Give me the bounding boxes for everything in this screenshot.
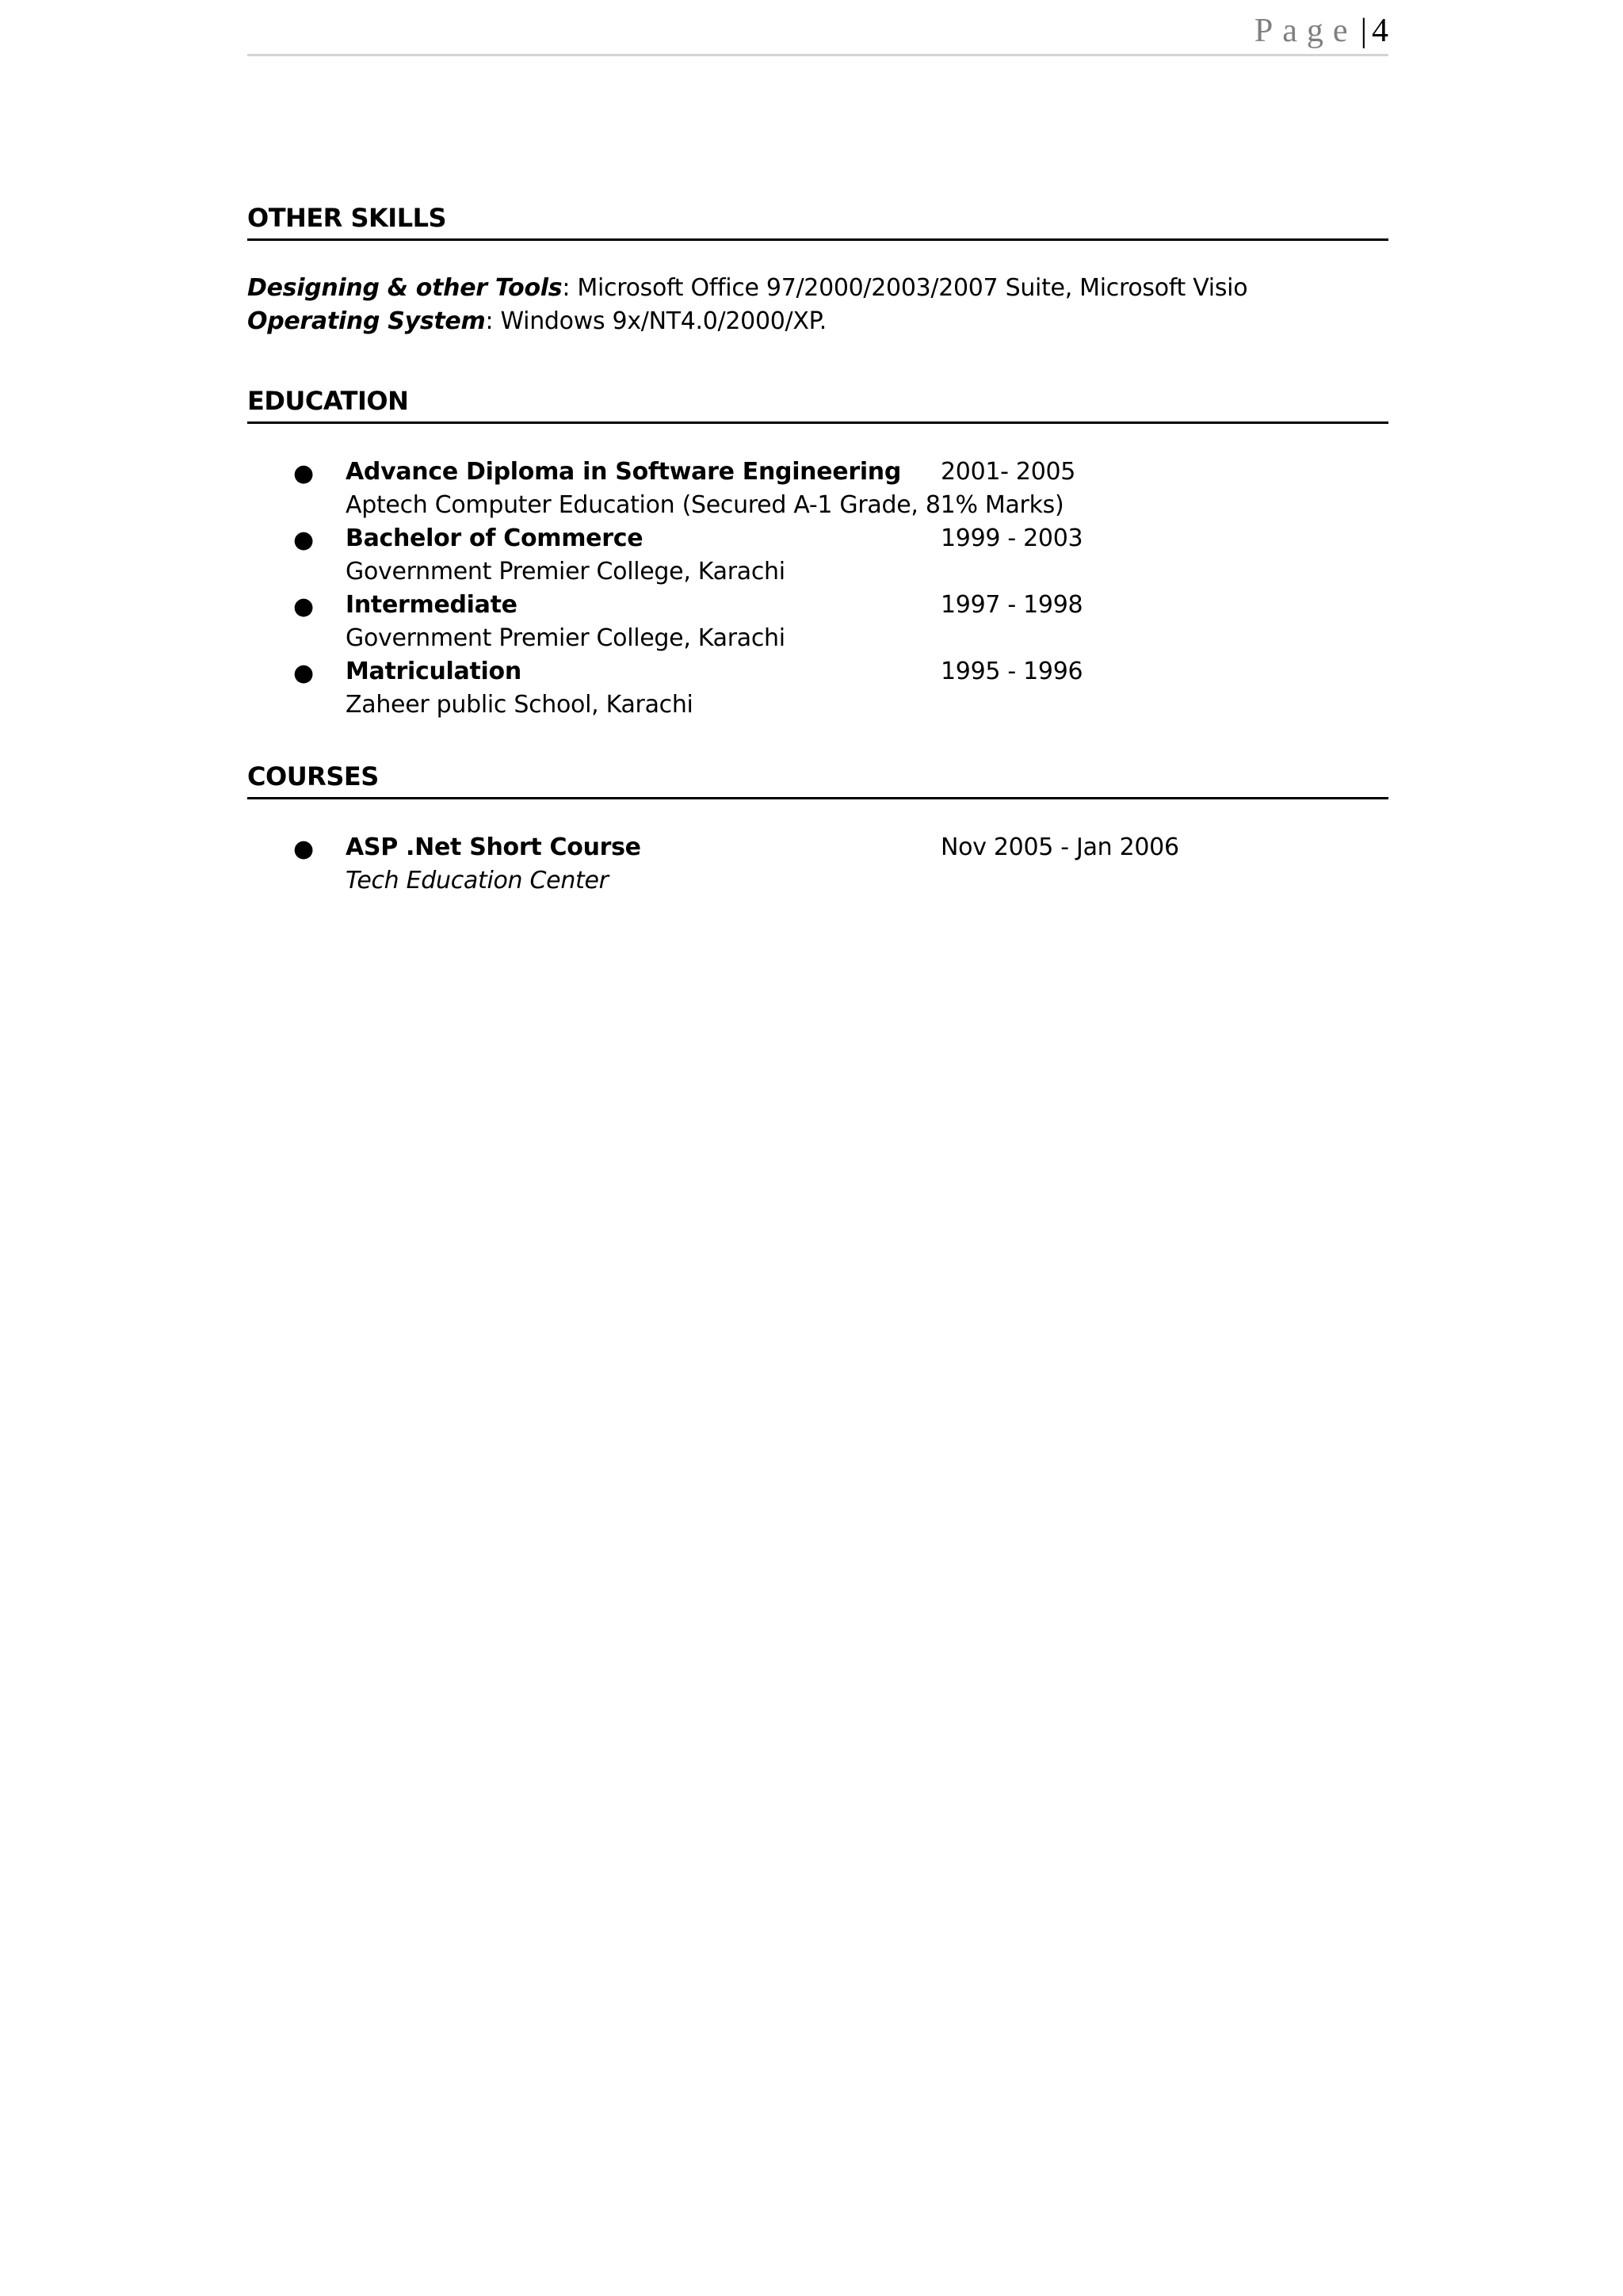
education-title: Advance Diploma in Software Engineering bbox=[346, 458, 902, 486]
education-institution: Zaheer public School, Karachi bbox=[346, 691, 693, 719]
page-header bbox=[247, 11, 1388, 56]
bullet-icon: ● bbox=[293, 835, 314, 863]
education-institution: Aptech Computer Education (Secured A-1 Grade, 81% Marks) bbox=[346, 491, 1064, 519]
education-date: 1999 - 2003 bbox=[941, 524, 1083, 552]
page-number: 4 bbox=[1372, 13, 1388, 49]
skill-label: Operating System bbox=[247, 307, 486, 335]
skill-value: : Windows 9x/NT4.0/2000/XP. bbox=[485, 307, 827, 335]
course-date: Nov 2005 - Jan 2006 bbox=[941, 833, 1179, 861]
bullet-icon: ● bbox=[293, 593, 314, 620]
course-title: ASP .Net Short Course bbox=[346, 833, 641, 861]
education-date: 1997 - 1998 bbox=[941, 591, 1083, 619]
education-date: 2001- 2005 bbox=[941, 458, 1076, 486]
page-word: Page bbox=[1254, 13, 1358, 49]
education-institution: Government Premier College, Karachi bbox=[346, 624, 785, 652]
page-separator: | bbox=[1360, 13, 1367, 49]
education-institution: Government Premier College, Karachi bbox=[346, 558, 785, 585]
course-institution: Tech Education Center bbox=[346, 867, 609, 894]
education-title: Matriculation bbox=[346, 658, 521, 685]
skill-line bbox=[247, 307, 827, 335]
skill-value: : Microsoft Office 97/2000/2003/2007 Suite, Microsoft Visio bbox=[562, 274, 1248, 302]
education-date: 1995 - 1996 bbox=[941, 658, 1083, 685]
page-number-label bbox=[1254, 14, 1388, 48]
skill-line bbox=[247, 274, 1248, 302]
section-heading-education: EDUCATION bbox=[247, 388, 1388, 424]
skill-label: Designing & other Tools bbox=[247, 274, 563, 302]
education-title: Intermediate bbox=[346, 591, 517, 619]
bullet-icon: ● bbox=[293, 659, 314, 687]
bullet-icon: ● bbox=[293, 460, 314, 487]
education-title: Bachelor of Commerce bbox=[346, 524, 643, 552]
section-heading-other-skills: OTHER SKILLS bbox=[247, 205, 1388, 241]
bullet-icon: ● bbox=[293, 526, 314, 554]
section-heading-courses: COURSES bbox=[247, 764, 1388, 799]
